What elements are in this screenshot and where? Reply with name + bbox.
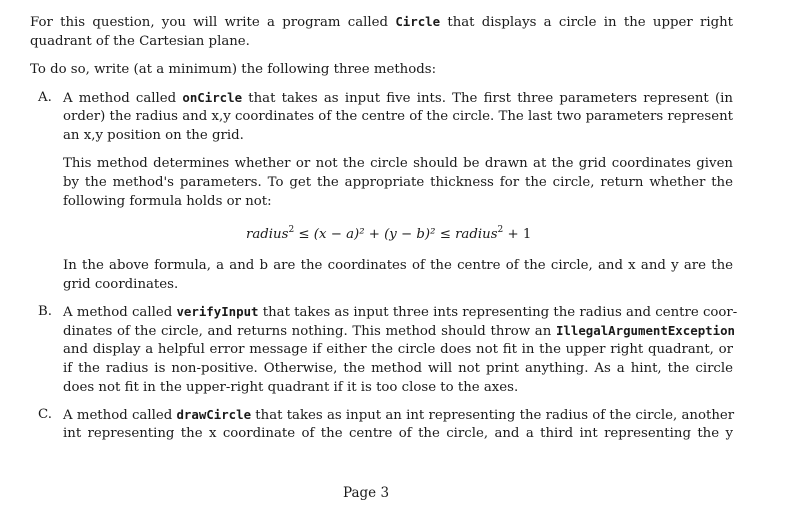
item-a-text: by the method's parameters. To get the appropriate thickness for the circle, return whether the [63, 175, 733, 190]
item-b-line-3 [63, 341, 733, 358]
item-a-text: A method called [63, 91, 183, 106]
task-text: To do so, write (at a minimum) the following three methods: [30, 62, 437, 77]
item-a-text: an x,y position on the grid. [63, 128, 244, 143]
item-a-line-1 [63, 89, 733, 107]
intro-line-1 [30, 13, 733, 31]
item-a-text: This method determines whether or not the circle should be drawn at the grid coordinates given [63, 156, 733, 171]
intro-text: quadrant of the Cartesian plane. [30, 34, 250, 49]
method-name-code: verifyInput [176, 304, 259, 319]
item-a-text: order) the radius and x,y coordinates of the centre of the circle. The last two parameters represent [63, 109, 733, 124]
formula-leq: ≤ [439, 227, 451, 242]
item-c-label: C. [38, 407, 52, 422]
item-a-line-2 [63, 108, 733, 125]
item-a-label: A. [38, 90, 52, 105]
item-a-para2-line-1 [63, 155, 733, 172]
item-b-line-5 [63, 379, 518, 396]
formula-leq: ≤ [298, 227, 310, 242]
item-b-text: if the radius is non-positive. Otherwise, the method will not print anything. As a hint, the circle [63, 361, 733, 376]
item-c-line-1 [63, 406, 733, 424]
formula-plus-one: + 1 [507, 227, 532, 242]
item-a-para2-line-3 [63, 193, 272, 210]
item-b-text: does not fit in the upper-right quadrant if it is too close to the axes. [63, 380, 519, 395]
page-number: Page 3 [343, 485, 390, 501]
item-a-para3-line-1 [63, 257, 733, 274]
item-b-text: dinates of the circle, and returns nothing. This method should throw an [63, 324, 556, 339]
item-a-text: that takes as input five ints. The first three parameters represent (in [242, 91, 733, 106]
item-c-text: int representing the x coordinate of the centre of the circle, and a third int representing the y [63, 426, 733, 441]
item-a-text: In the above formula, a and b are the coordinates of the centre of the circle, and x and y are the [63, 258, 733, 273]
item-b-text: and display a helpful error message if either the circle does not fit in the upper right quadrant, or [63, 342, 733, 357]
exception-name-code: IllegalArgumentException [555, 323, 735, 338]
item-c-text: that takes as input an int representing the radius of the circle, another [251, 408, 735, 423]
item-b-line-2 [63, 322, 735, 340]
class-name-code: Circle [395, 14, 441, 29]
task-statement [30, 61, 436, 78]
intro-text: that displays a circle in the upper right [440, 15, 734, 30]
item-a-line-3 [63, 127, 244, 144]
item-c-text: A method called [63, 408, 177, 423]
formula-distance: (x − a)² + (y − b)² [313, 227, 436, 242]
item-b-label: B. [38, 304, 52, 319]
item-a-text: following formula holds or not: [63, 194, 272, 209]
item-b-text: A method called [63, 305, 177, 320]
formula-radius: radius [455, 227, 498, 242]
method-name-code: onCircle [182, 90, 243, 105]
intro-line-2 [30, 33, 250, 50]
method-name-code: drawCircle [176, 407, 252, 422]
intro-text: For this question, you will write a program called [30, 15, 396, 30]
item-b-line-4 [63, 360, 733, 377]
circle-inequality-formula: radius$^2$ ≤ (x − a)² + (y − b)² ≤ radius$^2$ + 1 [246, 225, 532, 242]
item-a-text: grid coordinates. [63, 277, 179, 292]
formula-radius: radius [246, 227, 289, 242]
item-a-para2-line-2 [63, 174, 733, 191]
item-b-text: that takes as input three ints representing the radius and centre coor- [258, 305, 738, 320]
item-c-line-2 [63, 425, 733, 442]
item-a-para3-line-2 [63, 276, 178, 293]
item-b-line-1 [63, 303, 738, 321]
